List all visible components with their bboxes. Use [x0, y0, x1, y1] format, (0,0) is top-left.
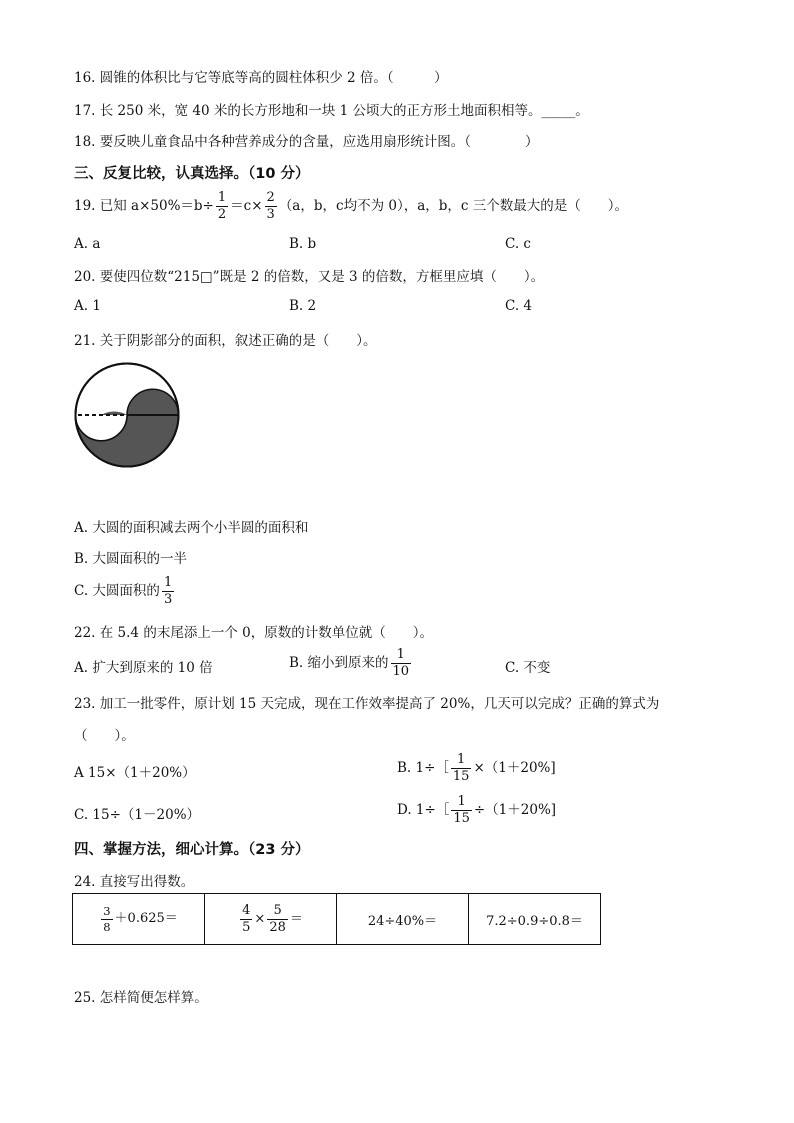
- q23-option-b-fraction: [451, 753, 472, 783]
- q23-option-b-post: ×（1＋20%]: [473, 760, 556, 776]
- q22-b-denominator: 10: [392, 664, 410, 679]
- calc-1-denominator: 8: [103, 919, 111, 934]
- q22-option-b-fraction: [391, 648, 412, 678]
- q23-b-denominator: 15: [452, 769, 470, 784]
- calc-cell-4[interactable]: [469, 894, 601, 945]
- calc-2b-numerator: 5: [273, 902, 282, 918]
- q19-fraction-2: [265, 191, 277, 221]
- calc-1-rest: ＋0.625＝: [114, 911, 178, 927]
- q23-option-d-post: ÷（1＋20%]: [473, 802, 557, 818]
- q22-option-a[interactable]: A. 扩大到原来的 10 倍: [74, 660, 213, 676]
- q21-c-denominator: 3: [163, 592, 173, 607]
- q23-d-denominator: 15: [453, 811, 470, 826]
- q22-b-numerator: 1: [396, 647, 405, 663]
- q21-option-c-fraction: [162, 576, 174, 606]
- q19-text-part2: ＝c×: [230, 198, 263, 214]
- q23-option-d-pre: D. 1÷［: [397, 802, 450, 818]
- q19-text-part1: 19. 已知 a×50%＝b÷: [74, 198, 214, 214]
- q21-option-a[interactable]: A. 大圆的面积减去两个小半圆的面积和: [74, 520, 309, 536]
- q23-option-b[interactable]: [397, 750, 556, 786]
- q21-c-numerator: 1: [163, 575, 173, 591]
- q21-option-c-label: C. 大圆面积的: [74, 583, 160, 599]
- q23-b-numerator: 1: [457, 752, 466, 768]
- calc-cell-3[interactable]: [337, 894, 469, 945]
- calc-2a-numerator: 4: [242, 902, 251, 918]
- question-24: 24. 直接写出得数。: [74, 874, 195, 890]
- q19-option-b[interactable]: B. b: [289, 236, 317, 252]
- question-19: [74, 188, 628, 224]
- q19-f1-numerator: 1: [217, 190, 227, 206]
- q21-option-c[interactable]: [74, 573, 176, 609]
- calc-2b-denominator: 28: [269, 919, 286, 935]
- question-23-line-1: 23. 加工一批零件，原计划 15 天完成，现在工作效率提高了 20%，几天可以完成？正确的算式为: [74, 696, 660, 712]
- q19-text-part3: （a，b，c均不为 0），a，b，c 三个数最大的是（ ）。: [278, 198, 628, 214]
- question-25: 25. 怎样简便怎样算。: [74, 990, 208, 1006]
- calc-4-expression: 7.2÷0.9÷0.8＝: [486, 913, 583, 929]
- q23-option-b-pre: B. 1÷［: [397, 760, 449, 776]
- shaded-circle-figure: [74, 362, 180, 468]
- q19-f1-denominator: 2: [217, 207, 227, 222]
- q22-option-c[interactable]: C. 不变: [505, 660, 551, 676]
- q22-option-b-label: B. 缩小到原来的: [289, 655, 389, 671]
- q23-option-a[interactable]: A 15×（1＋20%）: [74, 765, 196, 781]
- q21-option-b[interactable]: B. 大圆面积的一半: [74, 551, 188, 567]
- q19-option-c[interactable]: C. c: [505, 236, 531, 252]
- question-21: 21. 关于阴影部分的面积，叙述正确的是（ ）。: [74, 333, 377, 349]
- calc-2-fraction-b: [267, 904, 288, 934]
- calculation-table: [72, 893, 601, 945]
- q23-option-d[interactable]: [397, 792, 556, 828]
- question-23-line-2: （ ）。: [74, 728, 135, 744]
- question-22: 22. 在 5.4 的末尾添上一个 0，原数的计数单位就（ ）。: [74, 625, 433, 641]
- calc-2-operator: ×: [254, 911, 266, 927]
- section-3-heading: 三、反复比较，认真选择。（10 分）: [74, 166, 310, 182]
- calc-2a-denominator: 5: [242, 919, 251, 935]
- calc-2-fraction-a: [240, 904, 252, 934]
- calc-cell-1[interactable]: [73, 894, 205, 945]
- q23-d-numerator: 1: [457, 794, 466, 810]
- question-16: 16. 圆锥的体积比与它等底等高的圆柱体积少 2 倍。（ ）: [74, 70, 448, 86]
- q19-f2-denominator: 3: [266, 207, 275, 222]
- question-18: 18. 要反映儿童食品中各种营养成分的含量，应选用扇形统计图。（ ）: [74, 134, 539, 150]
- question-17: 17. 长 250 米，宽 40 米的长方形地和一块 1 公顷大的正方形土地面积相等。_____。: [74, 103, 589, 119]
- calc-cell-2[interactable]: [205, 894, 337, 945]
- q20-option-a[interactable]: A. 1: [74, 298, 101, 314]
- q19-fraction-1: [216, 191, 228, 221]
- calc-1-fraction: [101, 905, 112, 932]
- q20-option-b[interactable]: B. 2: [289, 298, 317, 314]
- q22-option-b[interactable]: [289, 645, 413, 681]
- question-20: 20. 要使四位数“215□”既是 2 的倍数，又是 3 的倍数，方框里应填（ ）。: [74, 269, 545, 285]
- calc-1-numerator: 3: [103, 904, 111, 919]
- q20-option-c[interactable]: C. 4: [505, 298, 533, 314]
- q23-option-c[interactable]: C. 15÷（1－20%）: [74, 807, 201, 823]
- calc-3-expression: 24÷40%＝: [367, 913, 438, 929]
- calc-2-rest: ＝: [289, 911, 303, 927]
- q23-option-d-fraction: [451, 795, 472, 825]
- q19-option-a[interactable]: A. a: [74, 236, 101, 252]
- section-4-heading: 四、掌握方法，细心计算。（23 分）: [74, 842, 310, 858]
- q19-f2-numerator: 2: [266, 190, 275, 206]
